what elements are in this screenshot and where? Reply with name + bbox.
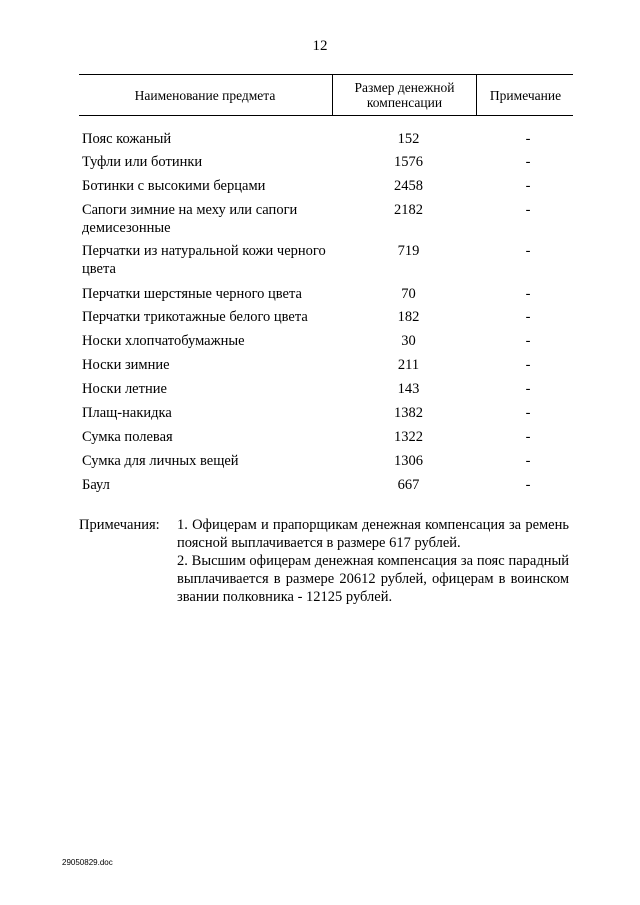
item-amount: 2458 (394, 178, 423, 194)
item-note: - (525, 429, 531, 445)
item-name: Баул (82, 477, 110, 493)
item-note: - (525, 154, 531, 170)
table-header (79, 74, 573, 116)
item-name: Плащ-накидка (82, 405, 172, 421)
item-note: - (525, 381, 531, 397)
item-name: Сумка полевая (82, 429, 173, 445)
item-note: - (525, 243, 531, 259)
item-name: Носки зимние (82, 357, 170, 373)
item-amount: 182 (397, 309, 420, 325)
item-amount: 1322 (394, 429, 423, 445)
item-note: - (525, 405, 531, 421)
item-amount: 667 (397, 477, 420, 493)
item-amount: 70 (401, 286, 416, 302)
item-name: Перчатки шерстяные черного цвета (82, 286, 302, 302)
item-amount: 1576 (394, 154, 423, 170)
item-note: - (525, 178, 531, 194)
item-name: Сапоги зимние на меху или сапоги демисезонные (82, 202, 298, 236)
item-name: Ботинки с высокими берцами (82, 178, 266, 194)
item-note: - (525, 309, 531, 325)
item-note: - (525, 357, 531, 373)
item-amount: 2182 (394, 202, 423, 218)
item-name: Носки хлопчатобумажные (82, 333, 245, 349)
column-header-note: Примечание (476, 75, 574, 115)
item-amount: 30 (401, 333, 416, 349)
item-amount: 152 (397, 131, 420, 147)
document-filename: 29050829.doc (62, 858, 113, 867)
column-header-amount: Размер денежной компенсации (332, 75, 476, 115)
item-note: - (525, 453, 531, 469)
item-amount: 1382 (394, 405, 423, 421)
item-amount: 143 (397, 381, 420, 397)
item-name: Носки летние (82, 381, 167, 397)
page-number: 12 (312, 38, 328, 54)
item-name: Пояс кожаный (82, 131, 172, 147)
note-item: 2. Высшим офицерам денежная компенсация за пояс парадный выплачивается в размере 20612 рублей, офицерам в воинском звании полковника - 12125 рублей. (177, 553, 569, 605)
notes-label: Примечания: (79, 517, 160, 533)
item-name: Перчатки из натуральной кожи черного цвета (82, 243, 326, 277)
item-note: - (525, 477, 531, 493)
item-amount: 211 (397, 357, 420, 373)
item-note: - (525, 333, 531, 349)
column-header-name: Наименование предмета (134, 87, 276, 103)
item-amount: 719 (397, 243, 420, 259)
item-name: Туфли или ботинки (82, 154, 203, 170)
item-note: - (525, 286, 531, 302)
note-item: 1. Офицерам и прапорщикам денежная компенсация за ремень поясной выплачивается в размере 617 рублей. (177, 517, 569, 551)
item-name: Сумка для личных вещей (82, 453, 239, 469)
item-note: - (525, 202, 531, 218)
item-amount: 1306 (394, 453, 423, 469)
item-note: - (525, 131, 531, 147)
item-name: Перчатки трикотажные белого цвета (82, 309, 308, 325)
